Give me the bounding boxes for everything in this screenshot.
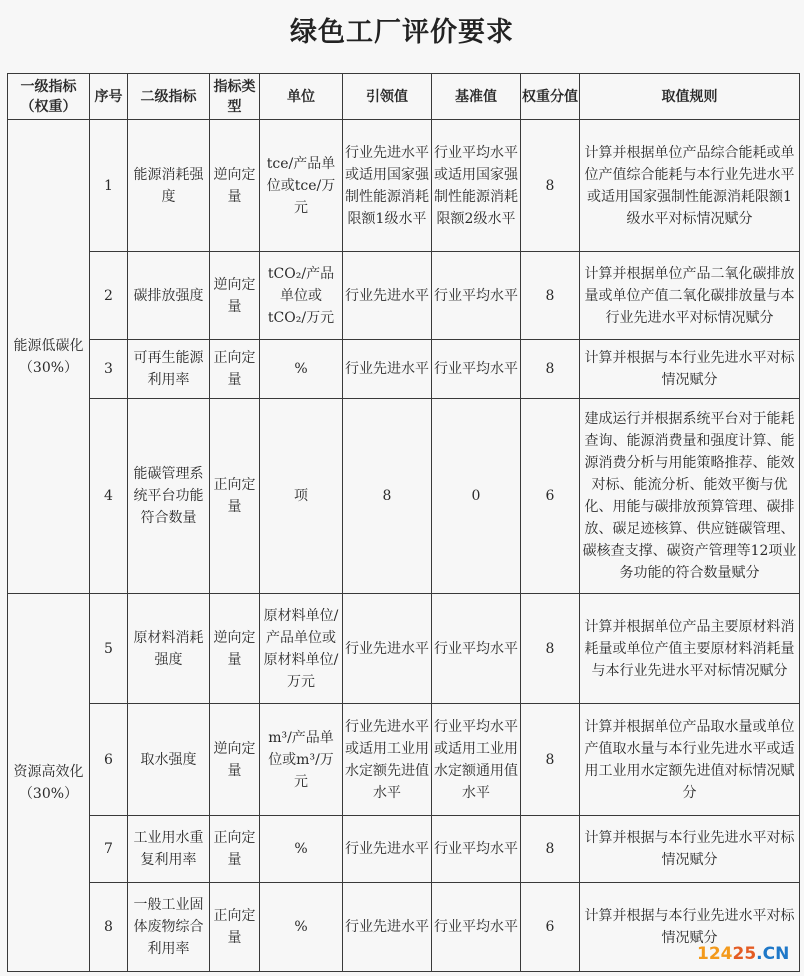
row-lead: 行业先进水平	[343, 594, 432, 704]
row-unit: 原材料单位/产品单位或原材料单位/万元	[260, 594, 343, 704]
row-rule: 计算并根据单位产品二氧化碳排放量或单位产值二氧化碳排放量与本行业先进水平对标情况赋分	[580, 252, 800, 340]
row-unit: %	[260, 883, 343, 972]
row-unit: m³/产品单位或m³/万元	[260, 704, 343, 816]
watermark-tld: CN	[762, 944, 790, 964]
row-lead: 行业先进水平	[343, 883, 432, 972]
row-seq: 7	[90, 816, 128, 883]
evaluation-table	[7, 73, 800, 972]
row-rule: 计算并根据单位产品主要原材料消耗量或单位产值主要原材料消耗量与本行业先进水平对标情况赋分	[580, 594, 800, 704]
watermark-digits-1: 124	[697, 944, 733, 964]
row-rule: 建成运行并根据系统平台对于能耗查询、能源消费量和强度计算、能源消费分析与用能策略推荐、能效对标、能流分析、能效平衡与优化、用能与碳排放预算管理、碳排放、碳足迹核算、供应链碳管理、碳核查支撑、碳资产管理等12项业务功能的符合数量赋分	[580, 399, 800, 594]
row-seq: 5	[90, 594, 128, 704]
header-level1: 一级指标（权重）	[8, 74, 90, 120]
row-base: 行业平均水平	[432, 816, 521, 883]
row-type: 正向定量	[210, 399, 260, 594]
row-unit: %	[260, 340, 343, 399]
row-seq: 2	[90, 252, 128, 340]
table-row	[8, 883, 800, 972]
table-row	[8, 594, 800, 704]
row-rule: 计算并根据单位产品综合能耗或单位产值综合能耗与本行业先进水平或适用国家强制性能源消耗限额1级水平对标情况赋分	[580, 120, 800, 252]
row-lead: 行业先进水平或适用国家强制性能源消耗限额1级水平	[343, 120, 432, 252]
row-unit: %	[260, 816, 343, 883]
table-row	[8, 816, 800, 883]
header-seq: 序号	[90, 74, 128, 120]
row-indicator: 能碳管理系统平台功能符合数量	[128, 399, 210, 594]
row-type: 逆向定量	[210, 120, 260, 252]
row-weight: 8	[521, 252, 580, 340]
row-seq: 8	[90, 883, 128, 972]
page-title: 绿色工厂评价要求	[290, 17, 514, 48]
group-cell-resource: 资源高效化（30%）	[8, 594, 90, 972]
row-seq: 6	[90, 704, 128, 816]
row-unit: tCO₂/产品单位或tCO₂/万元	[260, 252, 343, 340]
group-cell-energy: 能源低碳化（30%）	[8, 120, 90, 594]
header-rule: 取值规则	[580, 74, 800, 120]
row-indicator: 可再生能源利用率	[128, 340, 210, 399]
row-lead: 行业先进水平	[343, 816, 432, 883]
row-type: 逆向定量	[210, 594, 260, 704]
row-seq: 3	[90, 340, 128, 399]
row-base: 行业平均水平	[432, 340, 521, 399]
site-watermark-logo	[697, 943, 797, 965]
row-base: 行业平均水平	[432, 594, 521, 704]
row-weight: 6	[521, 883, 580, 972]
row-type: 正向定量	[210, 883, 260, 972]
row-lead: 行业先进水平	[343, 340, 432, 399]
row-weight: 8	[521, 340, 580, 399]
row-weight: 6	[521, 399, 580, 594]
row-weight: 8	[521, 816, 580, 883]
row-lead: 行业先进水平或适用工业用水定额先进值水平	[343, 704, 432, 816]
header-level2: 二级指标	[128, 74, 210, 120]
row-weight: 8	[521, 704, 580, 816]
row-base: 行业平均水平或适用国家强制性能源消耗限额2级水平	[432, 120, 521, 252]
table-header-row	[8, 74, 800, 120]
row-rule: 计算并根据与本行业先进水平对标情况赋分	[580, 340, 800, 399]
row-type: 逆向定量	[210, 704, 260, 816]
row-type: 逆向定量	[210, 252, 260, 340]
row-type: 正向定量	[210, 340, 260, 399]
header-type: 指标类型	[210, 74, 260, 120]
watermark-dot: .	[756, 944, 763, 964]
row-base: 0	[432, 399, 521, 594]
row-seq: 4	[90, 399, 128, 594]
row-unit: tce/产品单位或tce/万元	[260, 120, 343, 252]
row-indicator: 取水强度	[128, 704, 210, 816]
row-unit: 项	[260, 399, 343, 594]
watermark-digits-2: 25	[732, 944, 757, 964]
row-seq: 1	[90, 120, 128, 252]
row-lead: 行业先进水平	[343, 252, 432, 340]
row-indicator: 碳排放强度	[128, 252, 210, 340]
row-weight: 8	[521, 594, 580, 704]
header-unit: 单位	[260, 74, 343, 120]
row-rule: 计算并根据单位产品取水量或单位产值取水量与本行业先进水平或适用工业用水定额先进值对标情况赋分	[580, 704, 800, 816]
row-weight: 8	[521, 120, 580, 252]
header-base: 基准值	[432, 74, 521, 120]
row-indicator: 原材料消耗强度	[128, 594, 210, 704]
header-weight: 权重分值	[521, 74, 580, 120]
table-row	[8, 340, 800, 399]
row-indicator: 能源消耗强度	[128, 120, 210, 252]
row-base: 行业平均水平	[432, 252, 521, 340]
table-row	[8, 120, 800, 252]
row-rule: 计算并根据与本行业先进水平对标情况赋分	[580, 883, 800, 972]
row-type: 正向定量	[210, 816, 260, 883]
row-rule: 计算并根据与本行业先进水平对标情况赋分	[580, 816, 800, 883]
table-row	[8, 704, 800, 816]
row-base: 行业平均水平或适用工业用水定额通用值水平	[432, 704, 521, 816]
table-row	[8, 399, 800, 594]
row-lead: 8	[343, 399, 432, 594]
row-indicator: 工业用水重复利用率	[128, 816, 210, 883]
row-indicator: 一般工业固体废物综合利用率	[128, 883, 210, 972]
header-lead: 引领值	[343, 74, 432, 120]
row-base: 行业平均水平	[432, 883, 521, 972]
table-row	[8, 252, 800, 340]
